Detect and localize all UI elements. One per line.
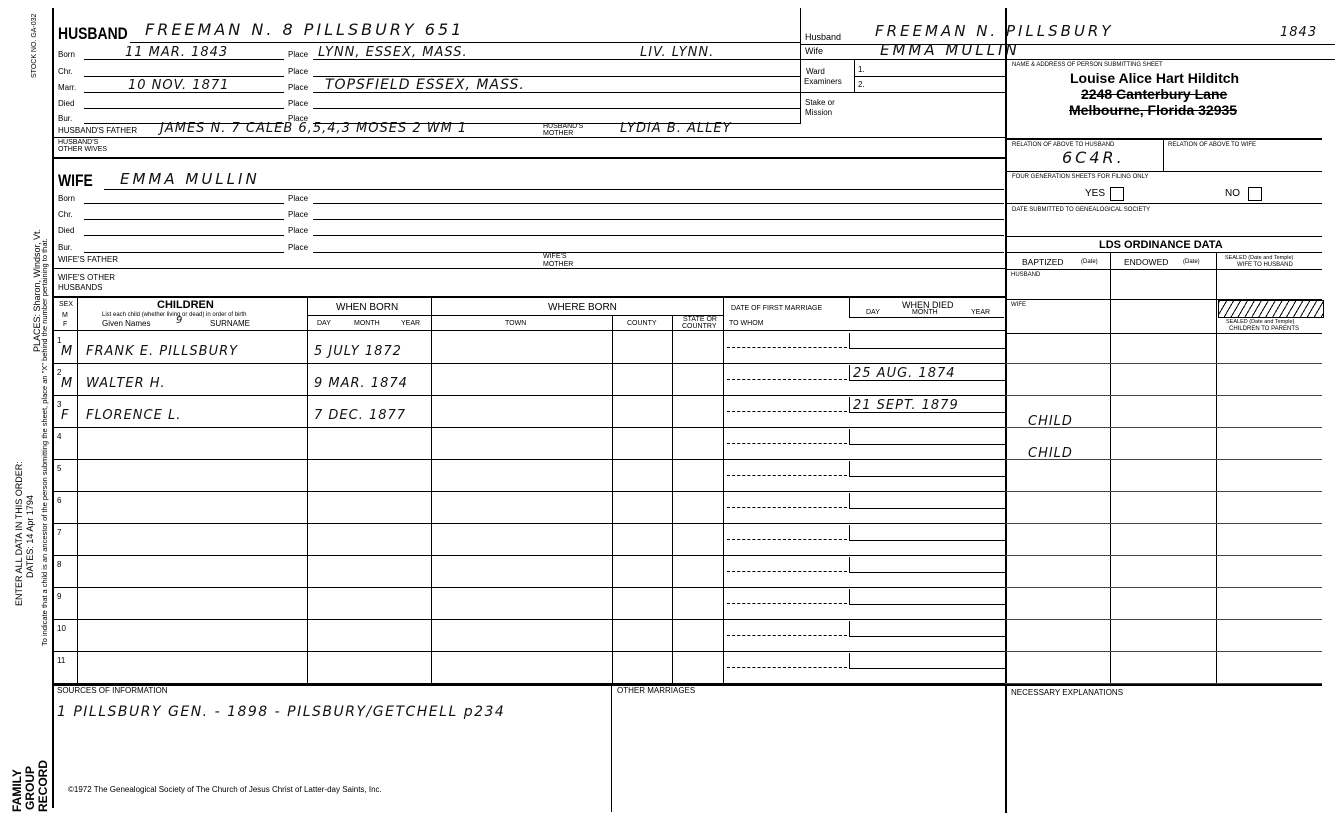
died-box-left	[849, 365, 850, 381]
child-born-date: 7 DEC. 1877	[314, 408, 407, 423]
husband-died-label: Died	[58, 99, 75, 108]
died-box-left	[849, 493, 850, 509]
wife-name-handwritten: EMMA MULLIN	[120, 170, 260, 188]
died-month-label: MONTH	[912, 309, 938, 316]
marriage-date-line	[727, 539, 847, 540]
died-box-line	[849, 540, 1005, 541]
sealed-children-label-1: SEALED (Date and Temple)	[1226, 319, 1295, 325]
lds-wife-label: WIFE	[1011, 302, 1026, 308]
stake-label-1: Stake or	[805, 98, 835, 107]
surname-label: SURNAME	[210, 319, 251, 328]
child-row-number: 7	[57, 528, 62, 537]
husband-born-place-handwritten: LYNN, ESSEX, MASS.	[318, 45, 468, 60]
sources-label: SOURCES OF INFORMATION	[57, 686, 168, 695]
wife-died-place-line	[313, 235, 1004, 236]
town-label: TOWN	[505, 320, 527, 327]
husband-name-handwritten: FREEMAN N. 8 PILLSBURY 651	[145, 20, 465, 39]
child-born-date: 9 MAR. 1874	[314, 376, 408, 391]
table-row	[54, 427, 1005, 428]
places-instruction: PLACES: Sharon, Windsor, Vt.	[32, 228, 42, 352]
children-table-bottom	[54, 684, 1005, 686]
died-box-left	[849, 557, 850, 573]
other-marriages-label: OTHER MARRIAGES	[617, 686, 696, 695]
sex-column-header: SEX	[59, 301, 74, 308]
marriage-date-line	[727, 379, 847, 380]
died-box-line	[849, 604, 1005, 605]
hatched-cell	[1218, 300, 1324, 318]
four-gen-yes-checkbox[interactable]	[1110, 187, 1124, 201]
lds-child-baptized: CHILD	[1028, 414, 1073, 429]
died-box-line	[849, 668, 1005, 669]
wife-bur-place-line	[313, 252, 1004, 253]
lds-row-line	[1005, 587, 1322, 588]
first-marriage-header: DATE OF FIRST MARRIAGE	[731, 305, 823, 312]
lds-row-line	[1005, 491, 1322, 492]
town-column-divider	[612, 315, 613, 684]
four-gen-bottom	[1005, 203, 1322, 204]
relation-bottom	[1005, 171, 1322, 172]
husbands-other-wives-label-2: OTHER WIVES	[58, 146, 108, 153]
lds-title-line	[1005, 252, 1322, 253]
husband-chr-label: Chr.	[58, 67, 73, 76]
died-box-line	[849, 380, 1005, 381]
husband-marr-place-handwritten: TOPSFIELD ESSEX, MASS.	[325, 77, 525, 93]
died-box-left	[849, 589, 850, 605]
stock-number: STOCK NO. GA-032	[31, 13, 38, 78]
sealed-children-label-2: CHILDREN TO PARENTS	[1229, 326, 1300, 332]
date-submitted-bottom	[1005, 236, 1322, 237]
child-row-number: 2	[57, 368, 62, 377]
husband-heading: HUSBAND	[58, 24, 128, 43]
wifes-parents-line	[54, 268, 1005, 269]
husband-chr-line	[84, 76, 284, 77]
child-born-date: 5 JULY 1872	[314, 344, 402, 359]
county-label: COUNTY	[627, 320, 657, 327]
ancestor-instruction: To indicate that a child is an ancestor of the person submitting the sheet, place an "X" behind the number pertaining to that.	[40, 238, 49, 646]
children-header-bottom	[54, 330, 1005, 331]
when-died-header: WHEN DIED	[902, 300, 954, 310]
submitter-label: NAME & ADDRESS OF PERSON SUBMITTING SHEET	[1012, 62, 1163, 68]
wife-died-place-label: Place	[288, 226, 309, 235]
husband-block-right-edge	[800, 8, 801, 124]
state-label-1: STATE OR	[683, 316, 717, 323]
table-row	[54, 363, 1005, 364]
wife-died-line	[84, 235, 284, 236]
table-row	[54, 619, 1005, 620]
wifes-other-husbands-label-1: WIFE'S OTHER	[58, 273, 116, 282]
died-box-left	[849, 525, 850, 541]
child-died-date: 21 SEPT. 1879	[853, 398, 959, 413]
husbands-mother-handwritten: LYDIA B. ALLEY	[620, 121, 732, 136]
sealed-wife-label-1: SEALED (Date and Temple)	[1225, 255, 1294, 261]
right-husband-handwritten: FREEMAN N. PILLSBURY	[875, 22, 1114, 40]
died-box-line	[849, 412, 1005, 413]
table-row	[54, 523, 1005, 524]
wife-chr-place-line	[313, 219, 1004, 220]
where-born-header-line	[431, 315, 723, 316]
husband-born-place-label: Place	[288, 50, 309, 59]
four-generation-label: FOUR GENERATION SHEETS FOR FILING ONLY	[1012, 174, 1149, 180]
table-row	[54, 587, 1005, 588]
wifes-mother-label-2: MOTHER	[543, 261, 574, 268]
wife-bur-line	[84, 252, 284, 253]
submitter-city: Melbourne, Florida 32935	[1069, 102, 1238, 118]
wife-born-label: Born	[58, 194, 75, 203]
four-gen-no-checkbox[interactable]	[1248, 187, 1262, 201]
endowed-label: ENDOWED	[1124, 257, 1169, 267]
right-husband-year-handwritten: 1843	[1280, 25, 1318, 40]
child-died-date: 25 AUG. 1874	[853, 366, 956, 381]
endowed-date-label: (Date)	[1183, 259, 1200, 265]
husband-born-handwritten: 11 MAR. 1843	[125, 45, 229, 60]
lds-child-baptized: CHILD	[1028, 446, 1073, 461]
when-born-header: WHEN BORN	[336, 302, 399, 313]
ward-label: Ward	[806, 67, 825, 76]
wife-chr-line	[84, 219, 284, 220]
right-wife-label: Wife	[805, 46, 823, 56]
husband-bur-label: Bur.	[58, 114, 73, 123]
lds-row-line	[1005, 555, 1322, 556]
relation-divider	[1163, 139, 1164, 171]
given-names-label: Given Names	[102, 319, 151, 328]
table-row	[54, 651, 1005, 652]
marriage-date-line	[727, 507, 847, 508]
lds-row-line	[1005, 363, 1322, 364]
wife-born-line	[84, 203, 284, 204]
child-row-number: 9	[57, 592, 62, 601]
right-husband-label: Husband	[805, 32, 842, 42]
born-year-label: YEAR	[401, 320, 421, 327]
died-box-left	[849, 333, 850, 349]
child-sex: M	[61, 376, 73, 391]
died-box-line	[849, 572, 1005, 573]
marriage-date-line	[727, 571, 847, 572]
husband-died-place-line	[313, 108, 800, 109]
wife-died-label: Died	[58, 226, 75, 235]
wife-name-line	[104, 189, 1004, 190]
died-box-line	[849, 636, 1005, 637]
table-row	[54, 395, 1005, 396]
lds-row-line	[1005, 395, 1322, 396]
right-wife-handwritten: EMMA MULLIN	[880, 41, 1020, 59]
sex-m-label: M	[62, 312, 68, 319]
died-year-label: YEAR	[971, 309, 991, 316]
husband-born-label: Born	[58, 50, 75, 59]
husband-died-place-label: Place	[288, 99, 309, 108]
relation-husband-label: RELATION OF ABOVE TO HUSBAND	[1012, 142, 1115, 148]
child-row-number: 4	[57, 432, 62, 441]
wife-bur-place-label: Place	[288, 243, 309, 252]
lds-ordinance-title: LDS ORDINANCE DATA	[1099, 239, 1223, 251]
right-wife-line	[800, 59, 1335, 60]
where-born-header: WHERE BORN	[548, 302, 617, 313]
husbands-mother-label-1: HUSBAND'S	[543, 123, 584, 130]
generation-mark: 9	[176, 315, 184, 326]
state-label-2: COUNTRY	[682, 323, 717, 330]
child-row-number: 6	[57, 496, 62, 505]
husbands-mother-label-2: MOTHER	[543, 130, 574, 137]
marriage-date-line	[727, 443, 847, 444]
wifes-mother-label-1: WIFE'S	[543, 253, 567, 260]
county-column-divider	[672, 315, 673, 684]
died-box-line	[849, 348, 1005, 349]
died-day-label: DAY	[866, 309, 880, 316]
enter-all-data-instruction: ENTER ALL DATA IN THIS ORDER:	[14, 461, 24, 606]
child-row-number: 11	[57, 656, 66, 665]
died-box-left	[849, 621, 850, 637]
stake-label-2: Mission	[805, 108, 833, 117]
husband-living-handwritten: LIV. LYNN.	[640, 45, 715, 60]
husbands-other-wives-label-1: HUSBAND'S	[58, 139, 99, 146]
wife-section-bottom	[54, 296, 1005, 298]
marriage-date-line	[727, 347, 847, 348]
child-row-number: 5	[57, 464, 62, 473]
left-border	[52, 8, 54, 808]
child-row-number: 1	[57, 336, 62, 345]
four-gen-yes-label: YES	[1085, 188, 1106, 199]
born-day-label: DAY	[317, 320, 331, 327]
children-column-header: CHILDREN	[157, 299, 214, 311]
baptized-label: BAPTIZED	[1022, 257, 1064, 267]
marriage-date-line	[727, 635, 847, 636]
baptized-date-label: (Date)	[1081, 259, 1098, 265]
born-month-label: MONTH	[354, 320, 380, 327]
form-title-line-3: RECORD	[36, 759, 50, 812]
lds-header-bottom	[1005, 269, 1322, 270]
wife-chr-label: Chr.	[58, 210, 73, 219]
dates-instruction: DATES: 14 Apr 1794	[25, 495, 35, 578]
lds-bottom	[1005, 684, 1322, 686]
lds-row-line	[1005, 619, 1322, 620]
relation-husband-handwritten: 6C4R.	[1062, 148, 1125, 167]
child-row-number: 3	[57, 400, 62, 409]
to-whom-label: TO WHOM	[729, 320, 764, 327]
center-divider	[1005, 8, 1007, 813]
child-name: WALTER H.	[86, 376, 166, 391]
lds-husband-label: HUSBAND	[1011, 272, 1041, 278]
copyright-notice: ©1972 The Genealogical Society of The Church of Jesus Christ of Latter-day Saints, Inc.	[68, 785, 382, 794]
died-box-left	[849, 397, 850, 413]
sources-handwritten: 1 PILLSBURY GEN. - 1898 - PILSBURY/GETCHELL p234	[57, 704, 506, 720]
four-gen-no-label: NO	[1225, 188, 1240, 199]
child-name: FRANK E. PILLSBURY	[86, 344, 239, 359]
husband-marr-handwritten: 10 NOV. 1871	[128, 78, 230, 93]
examiners-label: Examiners	[804, 77, 842, 86]
husband-marr-place-label: Place	[288, 83, 309, 92]
sealed-wife-label-2: WIFE TO HUSBAND	[1237, 262, 1293, 268]
lds-row-line	[1005, 523, 1322, 524]
died-box-left	[849, 653, 850, 669]
marriage-date-line	[727, 411, 847, 412]
children-order-note: List each child (whether living or dead) in order of birth	[102, 312, 247, 318]
relation-wife-label: RELATION OF ABOVE TO WIFE	[1168, 142, 1257, 148]
table-row	[54, 491, 1005, 492]
when-born-header-line	[307, 315, 431, 316]
examiner-1: 1.	[858, 65, 865, 74]
child-row-number: 10	[57, 624, 66, 633]
lds-wife-bottom	[1005, 333, 1322, 334]
died-box-line	[849, 444, 1005, 445]
child-sex: F	[61, 408, 69, 423]
husband-marr-label: Marr.	[58, 83, 77, 92]
died-box-line	[849, 508, 1005, 509]
marriage-date-line	[727, 475, 847, 476]
table-row	[54, 459, 1005, 460]
examiner-2: 2.	[858, 80, 865, 89]
table-row	[54, 555, 1005, 556]
wife-chr-place-label: Place	[288, 210, 309, 219]
child-name: FLORENCE L.	[86, 408, 182, 423]
examiner-2-line	[800, 92, 1005, 93]
form-title-line-2: GROUP	[23, 765, 37, 810]
died-header-divider	[849, 298, 850, 318]
wife-born-place-label: Place	[288, 194, 309, 203]
submitter-street: 2248 Canterbury Lane	[1081, 86, 1228, 102]
sex-f-label: F	[63, 321, 68, 328]
marriage-date-line	[727, 603, 847, 604]
sources-divider	[611, 684, 612, 812]
wife-bur-label: Bur.	[58, 243, 73, 252]
lds-row-line	[1005, 651, 1322, 652]
husband-died-line	[84, 108, 284, 109]
submitter-name: Louise Alice Hart Hilditch	[1070, 70, 1240, 86]
child-sex: M	[61, 344, 73, 359]
form-title-line-1: FAMILY	[10, 769, 24, 812]
wife-heading: WIFE	[58, 171, 93, 190]
husbands-parents-line	[54, 137, 1005, 138]
husband-bur-place-label: Place	[288, 114, 309, 123]
died-box-left	[849, 429, 850, 445]
necessary-explanations-label: NECESSARY EXPLANATIONS	[1011, 688, 1124, 697]
wifes-other-husbands-label-2: HUSBANDS	[58, 283, 103, 292]
husbands-father-handwritten: JAMES N. 7 CALEB 6,5,4,3 MOSES 2 WM 1	[160, 121, 468, 136]
husband-section-bottom	[54, 157, 1005, 159]
died-box-left	[849, 461, 850, 477]
died-box-line	[849, 476, 1005, 477]
marriage-date-line	[727, 667, 847, 668]
examiner-1-line	[854, 76, 1005, 77]
date-submitted-label: DATE SUBMITTED TO GENEALOGICAL SOCIETY	[1012, 207, 1151, 213]
husband-chr-place-label: Place	[288, 67, 309, 76]
when-died-header-line	[850, 317, 1004, 318]
husband-name-line	[130, 42, 800, 43]
wife-born-place-line	[313, 203, 1004, 204]
child-row-number: 8	[57, 560, 62, 569]
wifes-father-label: WIFE'S FATHER	[58, 255, 119, 264]
husbands-father-label: HUSBAND'S FATHER	[58, 126, 138, 135]
